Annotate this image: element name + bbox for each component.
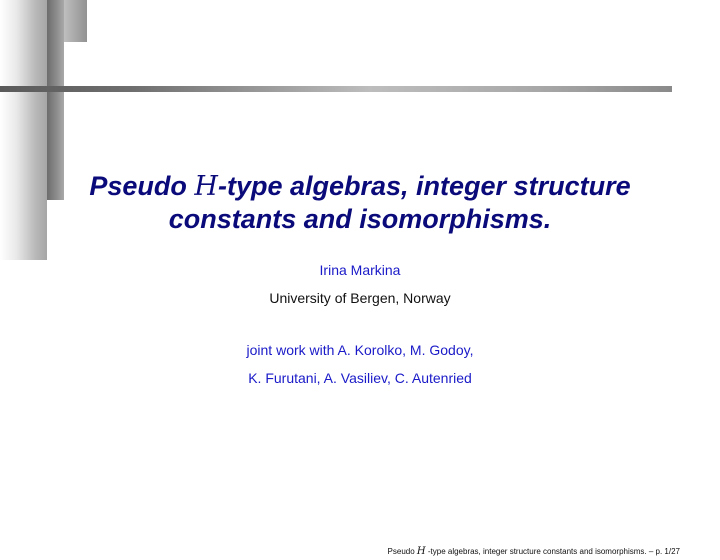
title-prefix: Pseudo [89,171,195,201]
decorative-bar [64,0,87,42]
slide-title [40,170,680,235]
title-line2: constants and isomorphisms. [168,204,552,234]
footer-suffix: -type algebras, integer structure constants and isomorphisms. – p. 1/27 [425,547,680,556]
joint-work-line-2: K. Furutani, A. Vasiliev, C. Autenried [248,370,472,386]
title-suffix: -type algebras, integer structure [217,171,631,201]
author-name: Irina Markina [319,262,401,278]
affiliation: University of Bergen, Norway [269,290,451,306]
footer [388,547,680,557]
footer-prefix: Pseudo [387,547,417,556]
header-rule [0,86,672,92]
joint-work-line-1: joint work with A. Korolko, M. Godoy, [246,342,474,358]
footer-math-symbol: H [416,546,426,557]
title-math-symbol: H [194,171,218,202]
